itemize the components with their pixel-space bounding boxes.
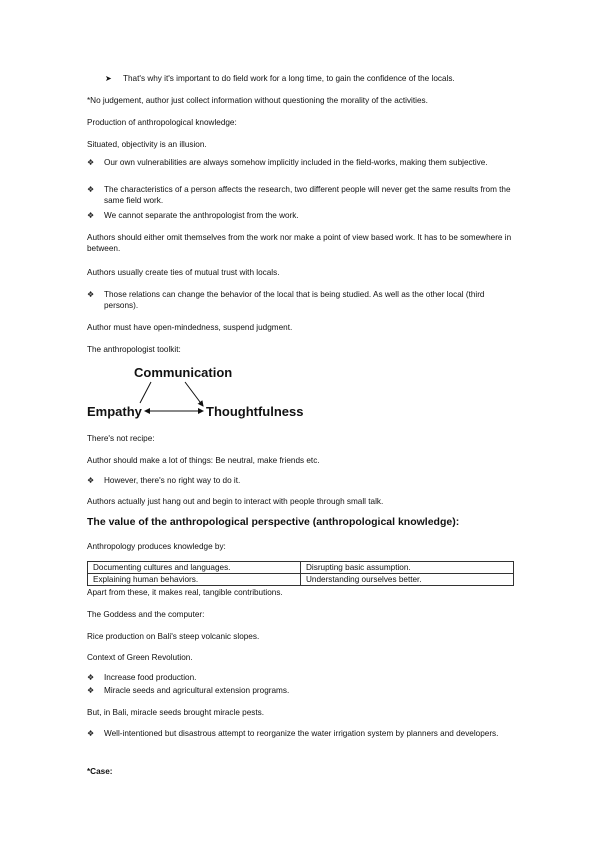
diagram-edge-top-right — [185, 382, 203, 406]
diamond-bullet-icon: ❖ — [87, 185, 95, 194]
table-row — [88, 562, 514, 574]
bullet-text: Well-intentioned but disastrous attempt to reorganize the water irrigation system by planners and developers. — [104, 729, 499, 738]
paragraph-hang-out: Authors actually just hang out and begin to interact with people through small talk. — [87, 497, 384, 506]
knowledge-table — [87, 561, 514, 586]
bullet-text: Those relations can change the behavior of the local that is being studied. As well as the other local (third persons). — [104, 290, 485, 310]
diagram-node-left: Empathy — [87, 404, 142, 419]
paragraph-no-recipe: There's not recipe: — [87, 434, 155, 443]
paragraph-rice-production: Rice production on Bali's steep volcanic slopes. — [87, 632, 260, 641]
toolkit-diagram — [85, 362, 315, 422]
arrow-bullet-icon: ➤ — [105, 74, 112, 83]
diamond-bullet-icon: ❖ — [87, 158, 95, 167]
toolkit-diagram-svg — [85, 362, 315, 422]
diamond-bullet-icon: ❖ — [87, 729, 95, 738]
diagram-node-top: Communication — [134, 365, 233, 380]
diamond-bullet-icon: ❖ — [87, 686, 95, 695]
paragraph-contributions: Apart from these, it makes real, tangible contributions. — [87, 588, 283, 597]
paragraph-mutual-trust: Authors usually create ties of mutual trust with locals. — [87, 268, 280, 277]
paragraph-produces-knowledge: Anthropology produces knowledge by: — [87, 542, 226, 551]
diagram-node-right: Thoughtfulness — [206, 404, 304, 419]
diamond-bullet-icon: ❖ — [87, 673, 95, 682]
paragraph-authors-omit: Authors should either omit themselves from the work nor make a point of view based work. It has to be somewhere in between. — [87, 233, 512, 253]
diamond-bullet-icon: ❖ — [87, 211, 95, 220]
diagram-edge-top-left — [140, 382, 151, 403]
bullet-text: Our own vulnerabilities are always somehow implicitly included in the field-works, making them subjective. — [104, 158, 488, 167]
table-cell: Understanding ourselves better. — [301, 574, 514, 586]
bullet-text: That's why it's important to do field work for a long time, to gain the confidence of the locals. — [123, 74, 455, 83]
diamond-bullet-icon: ❖ — [87, 476, 95, 485]
paragraph-no-judgement: *No judgement, author just collect information without questioning the morality of the activities. — [87, 96, 428, 105]
bullet-text: We cannot separate the anthropologist from the work. — [104, 211, 299, 220]
paragraph-miracle-pests: But, in Bali, miracle seeds brought miracle pests. — [87, 708, 265, 717]
diamond-bullet-icon: ❖ — [87, 290, 95, 299]
paragraph-green-revolution: Context of Green Revolution. — [87, 653, 193, 662]
table-cell: Explaining human behaviors. — [88, 574, 301, 586]
paragraph-toolkit: The anthropologist toolkit: — [87, 345, 181, 354]
paragraph-situated: Situated, objectivity is an illusion. — [87, 140, 207, 149]
bullet-text: The characteristics of a person affects the research, two different people will never get the same results from the same field work. — [104, 185, 511, 205]
table-row — [88, 574, 514, 586]
bullet-text: However, there's no right way to do it. — [104, 476, 241, 485]
paragraph-make-things: Author should make a lot of things: Be neutral, make friends etc. — [87, 456, 320, 465]
paragraph-case: *Case: — [87, 767, 113, 776]
table-cell: Documenting cultures and languages. — [88, 562, 301, 574]
arrow-bullet-item — [105, 73, 525, 84]
bullet-text: Increase food production. — [104, 673, 197, 682]
paragraph-production-heading: Production of anthropological knowledge: — [87, 118, 237, 127]
paragraph-open-mindedness: Author must have open-mindedness, suspend judgment. — [87, 323, 293, 332]
table-cell: Disrupting basic assumption. — [301, 562, 514, 574]
paragraph-goddess-computer: The Goddess and the computer: — [87, 610, 205, 619]
section-heading: The value of the anthropological perspective (anthropological knowledge): — [87, 516, 460, 528]
bullet-text: Miracle seeds and agricultural extension programs. — [104, 686, 290, 695]
